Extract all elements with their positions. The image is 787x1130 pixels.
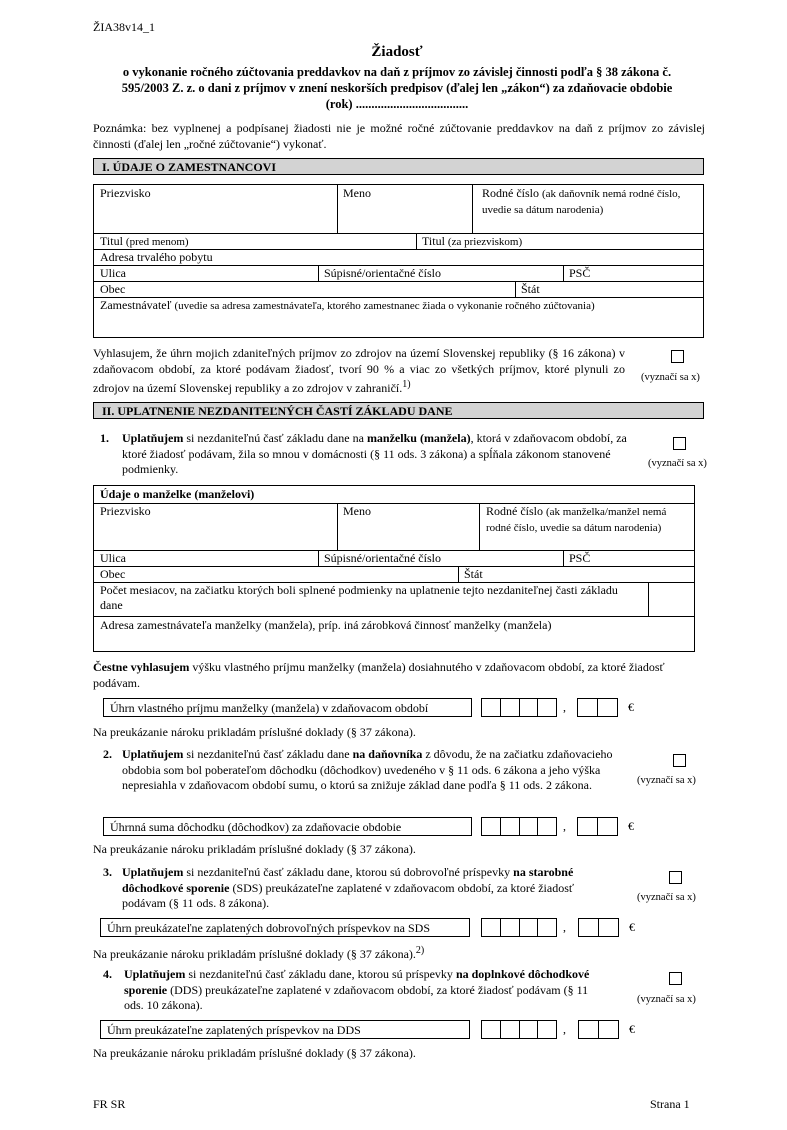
item-3-checkbox[interactable]	[669, 871, 682, 884]
spouse-postal-code-field[interactable]: PSČ	[569, 551, 591, 565]
pension-sum-label: Úhrnná suma dôchodku (dôchodkov) za zdaňovacie obdobie	[103, 817, 472, 836]
months-count-field[interactable]	[648, 582, 694, 616]
declaration-mark-label: (vyznačí sa x)	[641, 372, 700, 383]
dds-sum-integer-field[interactable]	[481, 1020, 557, 1039]
title-after-name-field[interactable]: Titul (za priezviskom)	[422, 234, 523, 248]
spouse-surname-field[interactable]: Priezvisko	[100, 504, 151, 518]
spouse-data-table	[93, 485, 695, 652]
spouse-income-decimal-field[interactable]	[577, 698, 618, 717]
decimal-comma: ,	[563, 819, 566, 833]
spouse-income-integer-field[interactable]	[481, 698, 557, 717]
section-2-header: II. UPLATNENIE NEZDANITEĽNÝCH ČASTÍ ZÁKLADU DANE	[93, 402, 704, 419]
decimal-comma: ,	[563, 1022, 566, 1036]
employee-data-table	[93, 184, 704, 338]
item-3-text: Uplatňujem si nezdaniteľnú časť základu dane, ktorou sú dobrovoľné príspevky na starobné dôchodkové sporenie (SDS) preukázateľne zaplatené v zdaňovacom období, za ktoré žiadosť podávam (§ 11 ods. 8 zákona).	[122, 865, 574, 910]
sds-sum-decimal-field[interactable]	[578, 918, 619, 937]
item-1-checkbox[interactable]	[673, 437, 686, 450]
income-declaration: Vyhlasujem, že úhrn mojich zdaniteľných príjmov zo zdrojov na území Slovenskej republiky (§ 16 zákona) v zdaňovacom období, za ktoré podávam žiadosť, tvorí 90 % a viac zo všetkých príjmov, ktoré plynuli zo zdrojov na území Slovenskej republiky a zo zdrojov v zahraničí.$^{1)}$	[93, 346, 625, 395]
euro-sign: €	[628, 819, 634, 833]
item-4-mark-label: (vyznačí sa x)	[637, 994, 696, 1005]
item-2-number: 2.	[103, 747, 112, 761]
item-1-text: Uplatňujem si nezdaniteľnú časť základu dane na manželku (manžela), ktorá v zdaňovacom období, za ktoré žiadosť podávam, žila so mnou v domácnosti (§ 11 ods. 3 zákona) a spĺňala zákonom stanovené podmienky.	[122, 431, 627, 476]
permanent-address-label: Adresa trvalého pobytu	[100, 250, 213, 264]
item-3-mark-label: (vyznačí sa x)	[637, 892, 696, 903]
city-field[interactable]: Obec	[100, 282, 126, 296]
spouse-header: Údaje o manželke (manželovi)	[100, 487, 255, 501]
spouse-city-field[interactable]: Obec	[100, 567, 126, 581]
subtitle-line-2: 595/2003 Z. z. o dani z príjmov v znení neskorších predpisov (ďalej len „zákon“) za zdaňovacie obdobie	[121, 81, 673, 95]
spouse-house-number-field[interactable]: Súpisné/orientačné číslo	[324, 551, 441, 565]
surname-field[interactable]: Priezvisko	[100, 186, 151, 200]
subtitle-line-1: o vykonanie ročného zúčtovania preddavkov na daň z príjmov zo závislej činnosti podľa § 38 zákona č.	[122, 65, 672, 79]
decimal-comma: ,	[563, 700, 566, 714]
declaration-checkbox[interactable]	[671, 350, 684, 363]
honest-declaration: Čestne vyhlasujem výšku vlastného príjmu manželky (manžela) dosiahnutého v zdaňovacom období, za ktoré žiadosť podávam.	[93, 660, 665, 690]
birth-number-field[interactable]: Rodné číslo (ak daňovník nemá rodné číslo, uvedie sa dátum narodenia)	[482, 186, 681, 216]
pension-sum-decimal-field[interactable]	[577, 817, 618, 836]
item-3-number: 3.	[103, 865, 112, 879]
sds-sum-label: Úhrn preukázateľne zaplatených dobrovoľných príspevkov na SDS	[100, 918, 470, 937]
subtitle-line-3: (rok) ....................................	[325, 97, 469, 111]
spouse-street-field[interactable]: Ulica	[100, 551, 126, 565]
spouse-birth-number-field[interactable]: Rodné číslo (ak manželka/manžel nemá rodné číslo, uvedie sa dátum narodenia)	[486, 504, 667, 534]
item-2-checkbox[interactable]	[673, 754, 686, 767]
item-4-text: Uplatňujem si nezdaniteľnú časť základu dane, ktorou sú príspevky na doplnkové dôchodkové sporenie (DDS) preukázateľne zaplatené v zdaňovacom období, za ktoré žiadosť podávam (§ 11 ods. 10 zákona).	[124, 967, 590, 1012]
street-field[interactable]: Ulica	[100, 266, 126, 280]
months-count-label: Počet mesiacov, na začiatku ktorých boli splnené podmienky na uplatnenie tejto nezdaniteľnej časti základu dane	[100, 583, 618, 612]
postal-code-field[interactable]: PSČ	[569, 266, 591, 280]
sds-sum-integer-field[interactable]	[481, 918, 557, 937]
spouse-income-label: Úhrn vlastného príjmu manželky (manžela) v zdaňovacom období	[103, 698, 472, 717]
footer-left: FR SR	[93, 1097, 126, 1111]
spouse-first-name-field[interactable]: Meno	[343, 504, 371, 518]
proof-note-3: Na preukázanie nároku prikladám príslušné doklady (§ 37 zákona).$^{2)}$	[93, 945, 425, 961]
section-1-header: I. ÚDAJE O ZAMESTNANCOVI	[93, 158, 704, 175]
dds-sum-label: Úhrn preukázateľne zaplatených príspevkov na DDS	[100, 1020, 470, 1039]
proof-note-4: Na preukázanie nároku prikladám príslušné doklady (§ 37 zákona).	[93, 1046, 416, 1060]
pension-sum-integer-field[interactable]	[481, 817, 557, 836]
euro-sign: €	[629, 1022, 635, 1036]
spouse-country-field[interactable]: Štát	[464, 567, 483, 581]
item-1-number: 1.	[100, 431, 109, 445]
employer-field[interactable]: Zamestnávateľ (uvedie sa adresa zamestnávateľa, ktorého zamestnanec žiada o vykonanie ročného zúčtovania)	[100, 298, 595, 312]
title-before-name-field[interactable]: Titul (pred menom)	[100, 234, 189, 248]
note-text: Poznámka: bez vyplnenej a podpísanej žiadosti nie je možné ročné zúčtovanie preddavkov na daň z príjmov zo závislej činnosti (ďalej len „ročné zúčtovanie“) vykonať.	[93, 121, 705, 151]
proof-note-1: Na preukázanie nároku prikladám príslušné doklady (§ 37 zákona).	[93, 725, 416, 739]
first-name-field[interactable]: Meno	[343, 186, 371, 200]
item-2-text: Uplatňujem si nezdaniteľnú časť základu dane na daňovníka z dôvodu, že na začiatku zdaňovacieho obdobia som bol poberateľom dôchodku (dôchodkov) uvedeného v § 11 ods. 6 zákona a jeho výška nepresiahla v zdaňovacom období sumu, o ktorú sa znižuje základ dane podľa § 11 ods. 2 zákona.	[122, 747, 613, 792]
document-code: ŽIA38v14_1	[93, 20, 155, 34]
item-4-number: 4.	[103, 967, 112, 981]
page-number: Strana 1	[650, 1097, 690, 1111]
page-title: Žiadosť	[371, 44, 423, 60]
house-number-field[interactable]: Súpisné/orientačné číslo	[324, 266, 441, 280]
page-subtitle	[93, 64, 701, 112]
proof-note-2: Na preukázanie nároku prikladám príslušné doklady (§ 37 zákona).	[93, 842, 416, 856]
decimal-comma: ,	[563, 920, 566, 934]
euro-sign: €	[629, 920, 635, 934]
spouse-employer-address-field[interactable]: Adresa zamestnávateľa manželky (manžela), príp. iná zárobková činnosť manželky (manžela)	[100, 618, 552, 632]
item-2-mark-label: (vyznačí sa x)	[637, 775, 696, 786]
item-1-mark-label: (vyznačí sa x)	[648, 458, 707, 469]
euro-sign: €	[628, 700, 634, 714]
country-field[interactable]: Štát	[521, 282, 540, 296]
item-4-checkbox[interactable]	[669, 972, 682, 985]
dds-sum-decimal-field[interactable]	[578, 1020, 619, 1039]
